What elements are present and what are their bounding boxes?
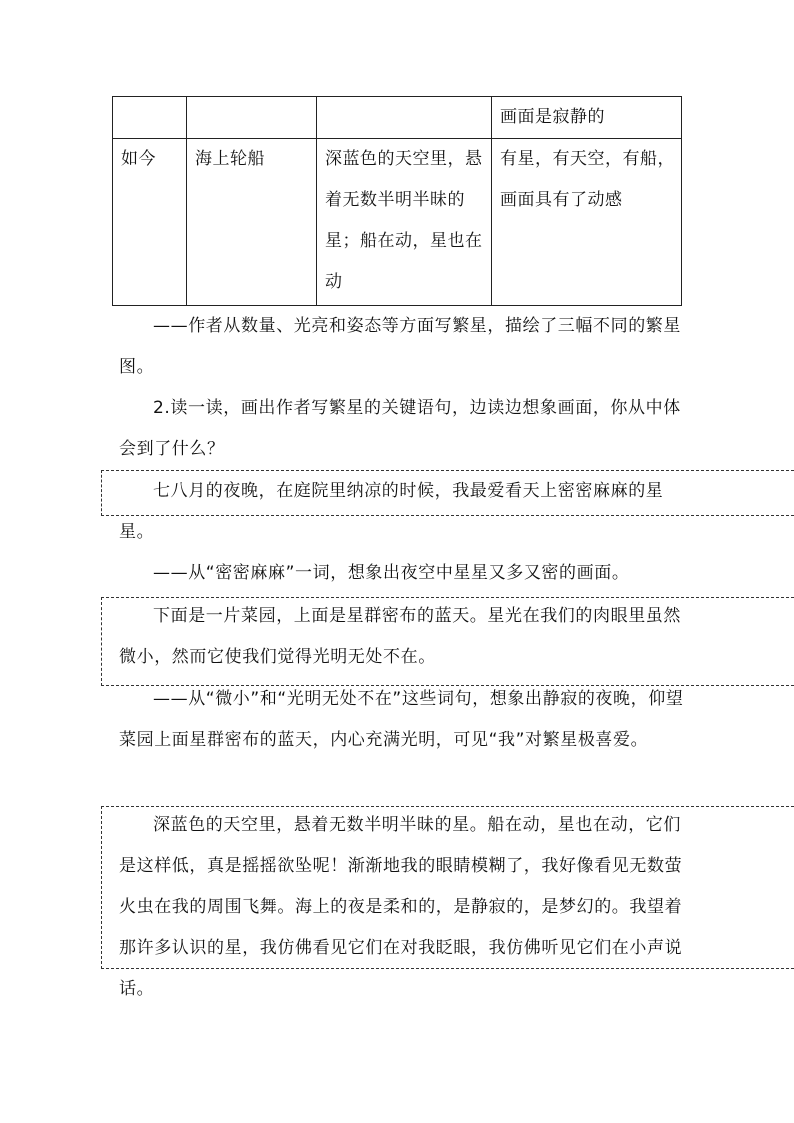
question-paragraph: 2.读一读，画出作者写繁星的关键语句，边读边想象画面，你从中体会到了什么？ [119, 398, 681, 459]
quote-paragraph: 深蓝色的天空里，悬着无数半明半昧的星。船在动，星也在动，它们是这样低，真是摇摇欲坠呢！渐渐地我的眼睛模糊了，我好像看见无数萤火虫在我的周围飞舞。海上的夜是柔和的，是静寂的，是梦幻的。我望着那许多认识的星，我仿佛看见它们在对我眨眼，我仿佛听见它们在小声说话。 [119, 815, 683, 999]
table-cell [492, 97, 682, 139]
location-label: 海上轮船 [195, 149, 265, 169]
quote-paragraph: 下面是一片菜园，上面是星群密布的蓝天。星光在我们的肉眼里虽然微小，然而它使我们觉得光明无处不在。 [119, 606, 681, 667]
table-cell [187, 97, 317, 139]
table-cell [317, 139, 492, 306]
note-paragraph: ——作者从数量、光亮和姿态等方面写繁星，描绘了三幅不同的繁星图。 [119, 316, 681, 377]
table-cell [113, 97, 187, 139]
table-cell [187, 139, 317, 306]
scene-description: 画面是寂静的 [500, 107, 605, 127]
analysis-paragraph: ——从“密密麻麻”一词，想象出夜空中星星又多又密的画面。 [153, 563, 630, 583]
time-label: 如今 [121, 149, 156, 169]
table-cell [317, 97, 492, 139]
table-cell [113, 139, 187, 306]
scene-text: 深蓝色的天空里，悬着无数半明半昧的星；船在动，星也在动 [325, 149, 483, 292]
table-row [113, 139, 682, 306]
table-row [113, 97, 682, 139]
quote-paragraph: 七八月的夜晚，在庭院里纳凉的时候，我最爱看天上密密麻麻的星星。 [119, 481, 664, 542]
analysis-paragraph: ——从“微小”和“光明无处不在”这些词句，想象出静寂的夜晚，仰望菜园上面星群密布的蓝天，内心充满光明，可见“我”对繁星极喜爱。 [119, 689, 684, 750]
comparison-table [112, 96, 682, 306]
table-cell [492, 139, 682, 306]
scene-description: 有星，有天空，有船，画面具有了动感 [500, 149, 675, 210]
